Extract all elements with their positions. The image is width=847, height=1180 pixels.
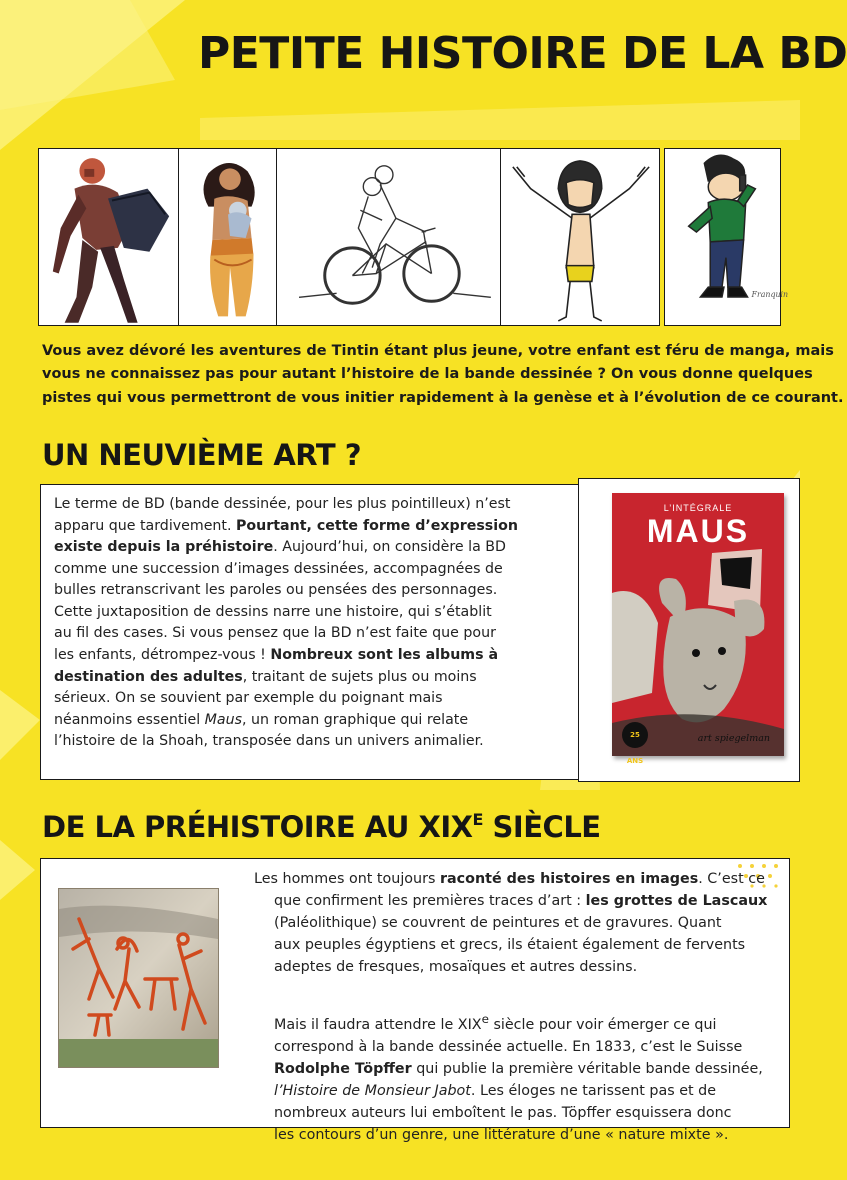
text-line [274, 1058, 763, 1080]
comic-panel-3 [276, 148, 504, 326]
anniversary-seal: 25 ANS [622, 722, 648, 748]
man-with-box-illustration [39, 149, 181, 325]
book-cover-title: MAUS [646, 513, 750, 549]
comic-panel-5 [664, 148, 789, 326]
text: . C’est ce [698, 871, 765, 887]
text: (Paléolithique) se couvrent de peintures et de gravures. Quant [274, 915, 722, 932]
heading-text: SIÈCLE [482, 810, 601, 844]
text-line [274, 1010, 763, 1036]
text: siècle pour voir émerger ce qui [488, 1016, 717, 1033]
bold-text: Nombreux sont les albums à [270, 647, 499, 664]
section-heading-prehistoire [42, 810, 601, 844]
text-line [54, 559, 518, 581]
text: , traitant de sujets plus ou moins [242, 668, 477, 685]
text: Cette juxtaposition de dessins narre une histoire, qui s’établit [54, 603, 492, 620]
heading-text: DE LA PRÉHISTOIRE AU XIX [42, 810, 473, 844]
text-line [254, 934, 767, 956]
book-cover-maus [612, 493, 784, 765]
text: adeptes de fresques, mosaïques et autres dessins. [274, 959, 638, 976]
text: apparu que tardivement. [54, 517, 237, 534]
text-line [54, 710, 518, 732]
cartoon-character-phone-illustration [665, 149, 789, 325]
book-cover-author: art spiegelman [697, 733, 770, 744]
text: l’histoire de la Shoah, transposée dans un univers animalier. [54, 733, 484, 750]
intro-line: vous ne connaissez pas pour autant l’histoire de la bande dessinée ? On vous donne quelques [42, 366, 813, 383]
bold-text: Rodolphe Töpffer [274, 1060, 412, 1077]
text: aux peuples égyptiens et grecs, ils étaient également de fervents [274, 937, 746, 954]
intro-paragraph [42, 340, 844, 410]
cave-painting-photo [58, 888, 219, 1068]
text-line [54, 667, 518, 689]
heading-superscript: E [472, 810, 483, 829]
text-line [54, 623, 518, 645]
text-line [54, 602, 518, 624]
text-line [274, 1080, 763, 1102]
text-line [54, 516, 518, 538]
bold-text: raconté des histoires en images [439, 871, 699, 887]
woman-carrying-child-illustration [179, 149, 279, 325]
text-line [254, 956, 767, 978]
text: nombreux auteurs lui emboîtent le pas. Töpffer esquissera donc [274, 1104, 732, 1121]
text: néanmoins essentiel [54, 711, 205, 728]
text-line [54, 537, 518, 559]
bicycle-riders-sketch [277, 149, 503, 325]
page-title: PETITE HISTOIRE DE LA BD [198, 28, 847, 79]
text: les contours d’un genre, une littérature d’une « nature mixte ». [274, 1126, 729, 1143]
text: sérieux. On se souvient par exemple du poignant mais [54, 690, 443, 707]
text: les enfants, détrompez-vous ! [54, 647, 271, 664]
comic-panel-1 [38, 148, 182, 326]
italic-text: l’Histoire de Monsieur Jabot [274, 1082, 471, 1099]
comic-panel-4 [500, 148, 660, 326]
text: au fil des cases. Si vous pensez que la BD n’est faite que pour [54, 625, 496, 642]
text: comme une succession d’images dessinées, accompagnées de [54, 560, 503, 577]
text: . Les éloges ne tarissent pas et de [470, 1082, 717, 1099]
text-line [274, 1102, 763, 1124]
text-line [54, 580, 518, 602]
bold-text: destination des adultes [54, 668, 243, 685]
text-line [254, 890, 767, 912]
text-line [54, 688, 518, 710]
pointing-character-illustration [501, 149, 659, 325]
text: que confirment les premières traces d’art : [274, 893, 586, 910]
text: . Aujourd’hui, on considère la BD [273, 539, 506, 556]
comic-strip [38, 148, 789, 328]
text-line [274, 1036, 763, 1058]
text-line [54, 645, 518, 667]
text-line [254, 868, 767, 890]
text: qui publie la première véritable bande dessinée, [411, 1060, 763, 1077]
svg-text:Franquin: Franquin [751, 289, 789, 299]
bold-text: existe depuis la préhistoire [54, 539, 274, 556]
text: correspond à la bande dessinée actuelle. En 1833, c’est le Suisse [274, 1038, 743, 1055]
text: Mais il faudra attendre le XIX [274, 1016, 482, 1033]
intro-line: Vous avez dévoré les aventures de Tintin étant plus jeune, votre enfant est féru de manga, mais [42, 343, 834, 359]
section-heading-neuvieme-art: UN NEUVIÈME ART ? [42, 438, 362, 472]
bold-text: Pourtant, cette forme d’expression [236, 517, 518, 534]
bold-text: les grottes de Lascaux [585, 893, 768, 910]
text: Les hommes ont toujours [254, 871, 440, 887]
book-cover-kicker: L’INTÉGRALE [663, 503, 733, 513]
paragraph-neuvieme-art [54, 494, 518, 753]
text: Le terme de BD (bande dessinée, pour les plus pointilleux) n’est [54, 496, 511, 512]
comic-panel-2 [178, 148, 280, 326]
text-line [274, 1124, 763, 1146]
text: bulles retranscrivant les paroles ou pensées des personnages. [54, 582, 498, 599]
intro-line: pistes qui vous permettront de vous initier rapidement à la genèse et à l’évolution de ce courant. [42, 389, 844, 406]
paragraph-prehistoire-1 [254, 868, 767, 978]
text-line [54, 494, 518, 516]
italic-text: Maus [204, 711, 242, 728]
text: , un roman graphique qui relate [242, 711, 469, 728]
text-line [254, 912, 767, 934]
paragraph-prehistoire-2 [274, 1010, 763, 1146]
superscript: e [481, 1012, 489, 1026]
cave-painting-image [59, 889, 218, 1067]
text-line [54, 731, 518, 753]
